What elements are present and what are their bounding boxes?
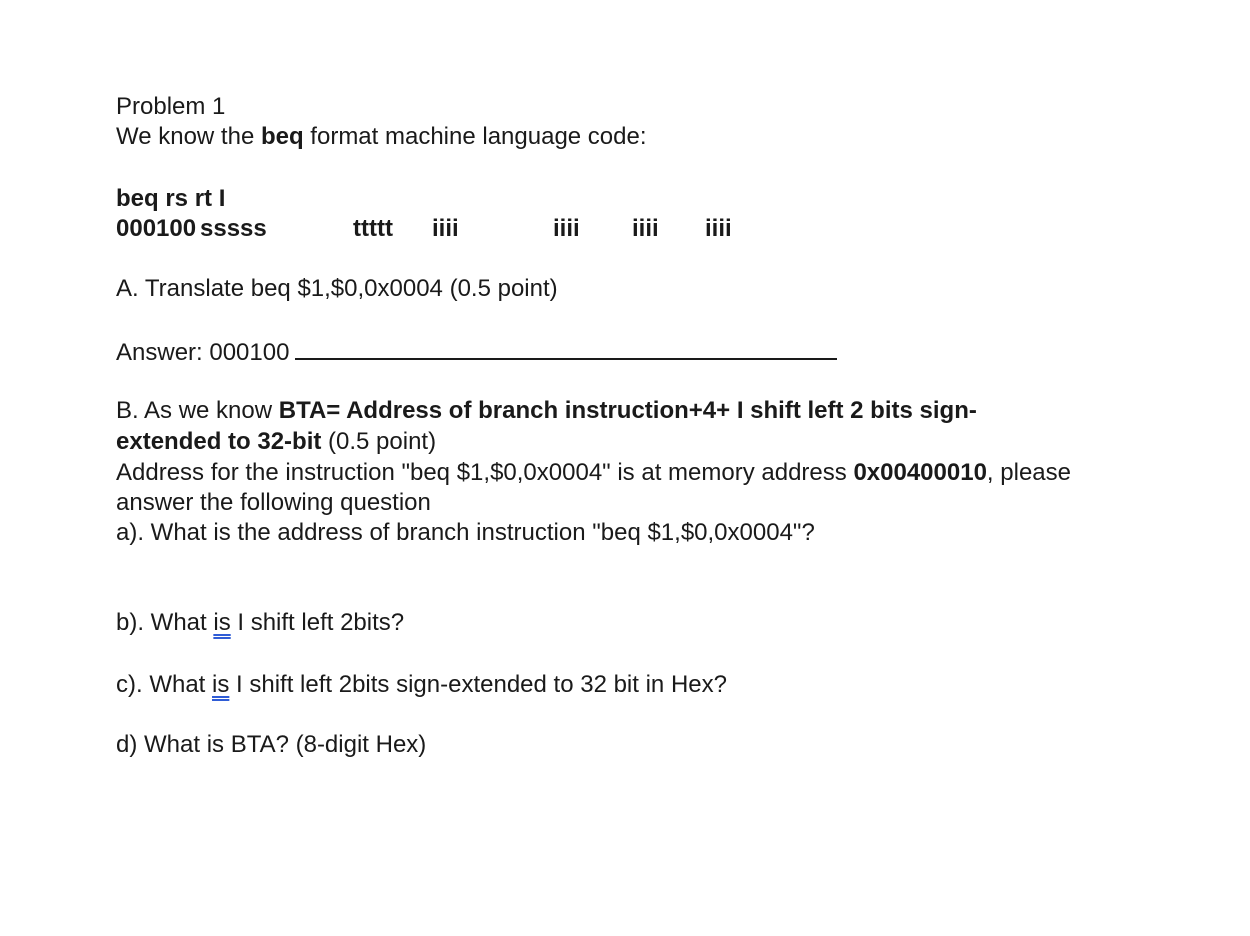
field-rs: sssss bbox=[200, 215, 267, 242]
intro-keyword: beq bbox=[260, 123, 304, 150]
question-b-is: is bbox=[213, 609, 231, 636]
field-opcode: 000100 bbox=[116, 215, 197, 242]
question-b-post: I shift left 2bits? bbox=[230, 609, 405, 636]
answer-label: Answer: 000100 bbox=[116, 339, 290, 366]
question-b-pre: b). What bbox=[116, 609, 214, 636]
question-c-post: I shift left 2bits sign-extended to 32 bit in Hex? bbox=[229, 671, 727, 698]
part-b-address-line-2 bbox=[116, 488, 431, 518]
field-imm-1: iiii bbox=[432, 215, 459, 242]
intro-line bbox=[116, 122, 647, 152]
question-d-text: d) What is BTA? (8-digit Hex) bbox=[116, 731, 427, 758]
format-fields bbox=[116, 214, 816, 244]
question-c-pre: c). What bbox=[116, 671, 213, 698]
part-a-answer bbox=[116, 336, 837, 368]
problem-title bbox=[116, 92, 225, 122]
part-b-formula-2: extended to 32-bit bbox=[116, 428, 322, 455]
part-b-address-line bbox=[116, 458, 1071, 488]
question-d bbox=[116, 730, 426, 760]
intro-prefix: We know the bbox=[116, 123, 261, 150]
intro-suffix: format machine language code: bbox=[303, 123, 647, 150]
field-rt: ttttt bbox=[353, 215, 393, 242]
part-b-line-1 bbox=[116, 396, 977, 426]
address-line-2-text: answer the following question bbox=[116, 489, 431, 516]
address-prefix: Address for the instruction "beq $1,$0,0x0004" is at memory address bbox=[116, 459, 854, 486]
question-a-text: a). What is the address of branch instruction "beq $1,$0,0x0004"? bbox=[116, 519, 815, 546]
address-suffix: , please bbox=[986, 459, 1071, 486]
part-b-line-2 bbox=[116, 427, 436, 457]
answer-blank[interactable] bbox=[295, 336, 837, 360]
question-c bbox=[116, 670, 727, 700]
part-b-formula-1: BTA= Address of branch instruction+4+ I shift left 2 bits sign- bbox=[278, 397, 977, 424]
format-header bbox=[116, 184, 225, 214]
part-a-question-text: A. Translate beq $1,$0,0x0004 (0.5 point) bbox=[116, 275, 558, 302]
part-a-question bbox=[116, 274, 558, 304]
problem-title-text: Problem 1 bbox=[116, 93, 226, 120]
part-b-points: (0.5 point) bbox=[321, 428, 437, 455]
field-imm-2: iiii bbox=[553, 215, 580, 242]
question-b bbox=[116, 608, 404, 638]
field-imm-4: iiii bbox=[705, 215, 732, 242]
question-c-is: is bbox=[212, 671, 230, 698]
address-value: 0x00400010 bbox=[853, 459, 987, 486]
field-imm-3: iiii bbox=[632, 215, 659, 242]
format-header-text: beq rs rt I bbox=[116, 185, 226, 212]
part-b-prefix: B. As we know bbox=[116, 397, 279, 424]
question-a bbox=[116, 518, 815, 548]
